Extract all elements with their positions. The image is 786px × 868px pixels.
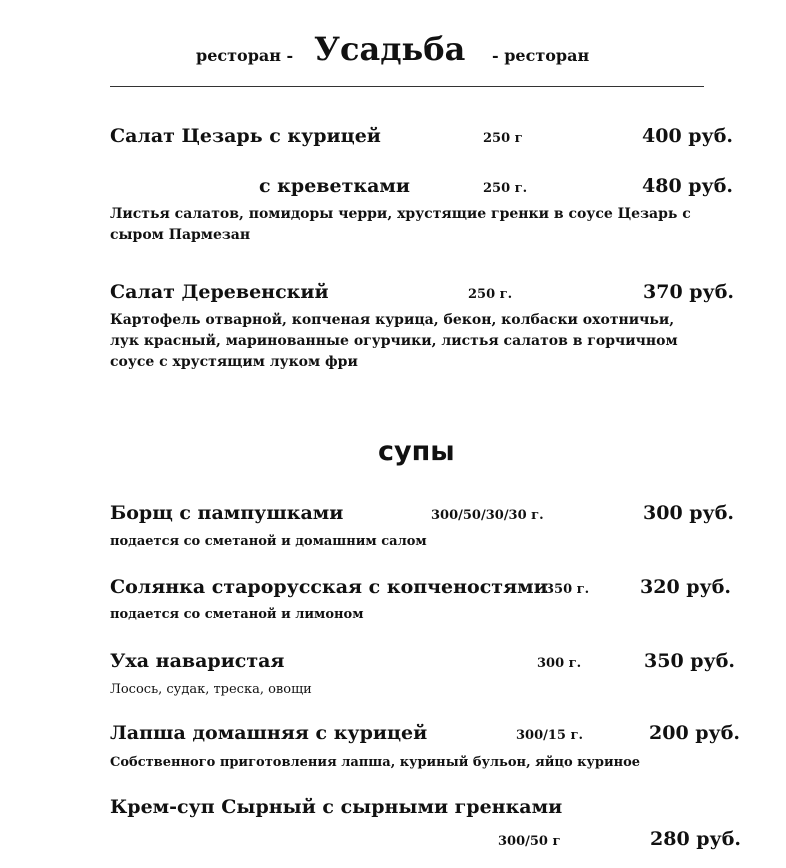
header-divider bbox=[110, 86, 704, 87]
item-name: Крем-суп Сырный с сырными гренками bbox=[110, 796, 563, 818]
section-title-soups: супы bbox=[378, 436, 455, 467]
item-weight: 300/50 г bbox=[498, 834, 561, 849]
item-name: Уха наваристая bbox=[110, 650, 285, 672]
item-variant-weight: 250 г. bbox=[483, 181, 528, 196]
item-description: Собственного приготовления лапша, куриный бульон, яйцо куриное bbox=[110, 755, 641, 770]
item-name: Салат Деревенский bbox=[110, 281, 329, 303]
item-weight: 250 г. bbox=[468, 287, 513, 302]
item-name: Лапша домашняя с курицей bbox=[110, 722, 428, 744]
item-description: подается со сметаной и лимоном bbox=[110, 607, 364, 622]
header-right-word: - ресторан bbox=[492, 46, 590, 65]
item-price: 300 руб. bbox=[643, 502, 735, 524]
item-price: 400 руб. bbox=[642, 125, 734, 147]
item-description: Лосось, судак, треска, овощи bbox=[110, 682, 312, 697]
item-price: 320 руб. bbox=[640, 576, 732, 598]
item-price: 370 руб. bbox=[643, 281, 735, 303]
item-weight: 300/15 г. bbox=[516, 728, 583, 743]
item-variant-name: с креветками bbox=[259, 175, 410, 197]
item-weight: 350 г. bbox=[545, 582, 590, 597]
item-price: 280 руб. bbox=[650, 828, 742, 850]
item-name: Салат Цезарь с курицей bbox=[110, 125, 381, 147]
item-name: Солянка старорусская с копченостями bbox=[110, 576, 548, 598]
item-name: Борщ с пампушками bbox=[110, 502, 344, 524]
item-weight: 250 г bbox=[483, 131, 523, 146]
item-description: подается со сметаной и домашним салом bbox=[110, 534, 427, 549]
item-weight: 300/50/30/30 г. bbox=[431, 508, 544, 523]
item-price: 350 руб. bbox=[644, 650, 736, 672]
header-left-word: ресторан - bbox=[196, 46, 294, 65]
restaurant-title: Усадьба bbox=[314, 30, 466, 68]
item-variant-price: 480 руб. bbox=[642, 175, 734, 197]
item-description: Картофель отварной, копченая курица, бекон, колбаски охотничьи, лук красный, маринованные огурчики, листья салатов в горчичном соусе с хрустящим луком фри bbox=[110, 312, 678, 370]
item-description: Листья салатов, помидоры черри, хрустящие гренки в соусе Цезарь с сыром Пармезан bbox=[110, 206, 691, 243]
item-price: 200 руб. bbox=[649, 722, 741, 744]
item-weight: 300 г. bbox=[537, 656, 582, 671]
